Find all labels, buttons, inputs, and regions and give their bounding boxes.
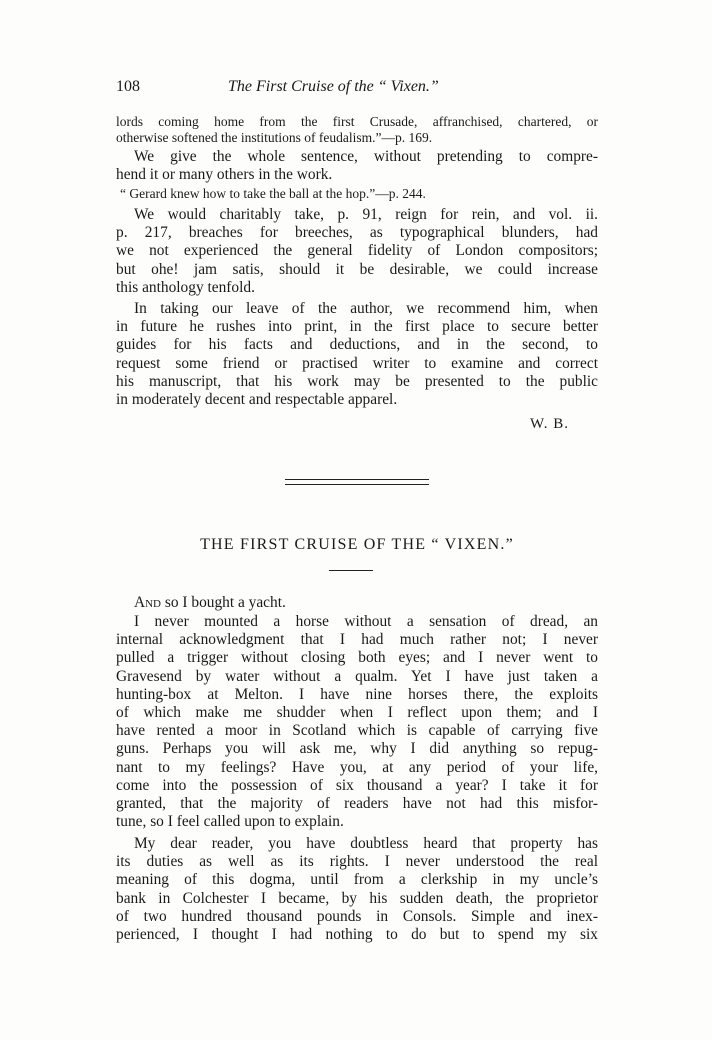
article-paragraph-2 (116, 835, 598, 944)
text-line: guns. Perhaps you will ask me, why I did anything so repug- (116, 740, 598, 758)
running-title: The First Cruise of the “ Vixen.” (228, 78, 439, 95)
text-line: We give the whole sentence, without pretending to compre- (134, 148, 598, 165)
text-line: granted, that the majority of readers have not had this misfor- (116, 794, 598, 812)
section-divider (285, 484, 429, 485)
quote-line (116, 186, 598, 202)
text-line: meaning of this dogma, until from a clerkship in my uncle’s (116, 871, 598, 889)
text-line: perienced, I thought I had nothing to do but to spend my six (116, 925, 598, 943)
drop-word: And (134, 594, 162, 611)
text-line: in future he rushes into print, in the first place to secure better (116, 318, 598, 336)
opening-text: so I bought a yacht. (161, 594, 286, 611)
text-line: of two hundred thousand pounds in Consols. Simple and inex- (116, 907, 598, 925)
text-line: internal acknowledgment that I had much rather not; I never (116, 631, 598, 649)
text-line: but ohe! jam satis, should it be desirable, we could increase (116, 260, 598, 278)
text-line: lords coming home from the first Crusade, affranchised, chartered, or (116, 114, 598, 129)
quote-continuation (116, 114, 598, 146)
text-line: come into the possession of six thousand a year? I take it for (116, 776, 598, 794)
title-rule (329, 570, 373, 571)
text-line: in moderately decent and respectable apparel. (116, 390, 398, 408)
text-line: I never mounted a horse without a sensation of dread, an (134, 613, 598, 630)
text-line: tune, so I feel called upon to explain. (116, 813, 344, 831)
page-number: 108 (116, 78, 140, 95)
text-line: pulled a trigger without closing both eyes; and I never went to (116, 649, 598, 667)
text-line: hunting-box at Melton. I have nine horses there, the exploits (116, 685, 598, 703)
review-paragraph-2 (116, 206, 598, 297)
text-line: his manuscript, that his work may be presented to the public (116, 372, 598, 390)
review-paragraph-1 (116, 148, 598, 184)
text-line: otherwise softened the institutions of feudalism.”—p. 169. (116, 130, 433, 145)
text-line (116, 594, 598, 612)
text-line: My dear reader, you have doubtless heard that property has (134, 835, 598, 852)
text-line: bank in Colchester I became, by his sudden death, the proprietor (116, 889, 598, 907)
text-line: have rented a moor in Scotland which is capable of carrying five (116, 722, 598, 740)
text-line: nant to my feelings? Have you, at any period of your life, (116, 758, 598, 776)
article-paragraph-1 (116, 613, 598, 831)
running-header (116, 78, 596, 100)
text-line: we not experienced the general fidelity of London compositors; (116, 242, 598, 260)
review-paragraph-3 (116, 300, 598, 409)
signature: W. B. (530, 416, 570, 432)
section-divider (285, 479, 429, 480)
text-line: In taking our leave of the author, we recommend him, when (134, 300, 598, 317)
text-line: hend it or many others in the work. (116, 166, 333, 184)
text-line: request some friend or practised writer to examine and correct (116, 354, 598, 372)
text-line: this anthology tenfold. (116, 278, 255, 296)
article-opening-line (116, 594, 598, 612)
text-line: We would charitably take, p. 91, reign for rein, and vol. ii. (134, 206, 598, 223)
text-line: p. 217, breaches for breeches, as typographical blunders, had (116, 224, 598, 242)
text-line: its duties as well as its rights. I never understood the real (116, 853, 598, 871)
text-line: guides for his facts and deductions, and in the second, to (116, 336, 598, 354)
text-line: “ Gerard knew how to take the ball at the hop.”—p. 244. (120, 186, 426, 201)
text-line: of which make me shudder when I reflect upon them; and I (116, 703, 598, 721)
text-line: Gravesend by water without a qualm. Yet I have just taken a (116, 667, 598, 685)
article-title: THE FIRST CRUISE OF THE “ VIXEN.” (200, 536, 514, 553)
